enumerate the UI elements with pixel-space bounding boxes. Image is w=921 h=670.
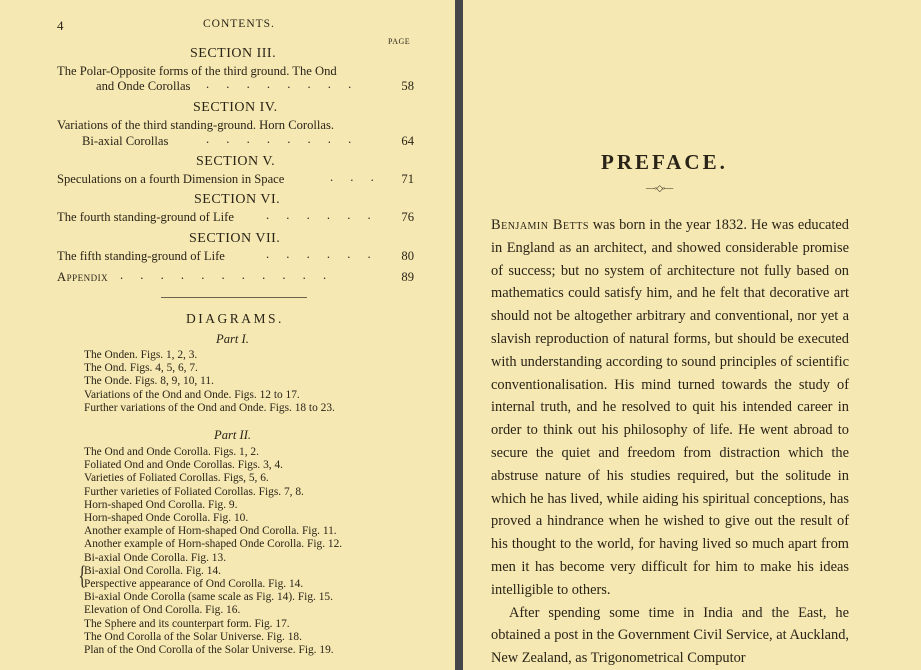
- ornament: —◦◇◦—: [646, 183, 673, 193]
- section-heading: SECTION VII.: [189, 231, 281, 246]
- part-heading: Part I.: [216, 332, 249, 346]
- book-gutter: [455, 0, 463, 670]
- preface-body: [491, 214, 849, 670]
- diagram-item: Another example of Horn-shaped Onde Corolla. Fig. 12.: [84, 538, 343, 551]
- page-column-label: PAGE: [388, 37, 411, 46]
- contents-entry: The fifth standing-ground of Life: [57, 249, 225, 263]
- contents-entry: The Polar-Opposite forms of the third ground. The Ond: [57, 64, 337, 78]
- leader-dots: . . . . . . . . . . .: [120, 268, 334, 282]
- divider-rule: [161, 297, 307, 298]
- contents-page-number: 71: [401, 172, 414, 186]
- diagram-item: Perspective appearance of Ond Corolla. Fig. 14.: [84, 578, 304, 591]
- section-heading: SECTION V.: [196, 154, 276, 169]
- contents-page-number: 89: [401, 270, 414, 284]
- diagram-item: Variations of the Ond and Onde. Figs. 12 to 17.: [84, 388, 300, 401]
- diagram-item: Horn-shaped Onde Corolla. Fig. 10.: [84, 512, 249, 525]
- section-heading: SECTION III.: [190, 46, 277, 61]
- diagram-item: The Ond. Figs. 4, 5, 6, 7.: [84, 362, 198, 375]
- diagram-item: Plan of the Ond Corolla of the Solar Universe. Fig. 19.: [84, 644, 334, 657]
- leader-dots: . . . . . . . .: [206, 77, 359, 91]
- diagrams-heading: DIAGRAMS.: [186, 311, 284, 326]
- section-heading: SECTION IV.: [193, 100, 278, 115]
- contents-entry: The fourth standing-ground of Life: [57, 210, 234, 224]
- leader-dots: . . . . . .: [266, 208, 378, 222]
- diagram-item: Foliated Ond and Onde Corollas. Figs. 3, 4.: [84, 459, 284, 472]
- preface-page: [463, 0, 921, 670]
- contents-page: [0, 0, 455, 670]
- diagram-list-part2: [84, 446, 342, 657]
- running-head: CONTENTS.: [203, 18, 275, 30]
- diagram-item: The Onden. Figs. 1, 2, 3.: [84, 349, 198, 361]
- paragraph: After spending some time in India and the East, he obtained a post in the Government Civil Service, at Auckland, New Zealand, as Trigonometrical Computor: [491, 604, 849, 667]
- contents-entry: Speculations on a fourth Dimension in Space: [57, 172, 285, 186]
- author-name: Benjamin Betts: [491, 217, 589, 233]
- diagram-item: Elevation of Ond Corolla. Fig. 16.: [84, 604, 241, 617]
- diagram-item: Bi-axial Ond Corolla. Fig. 14.: [84, 564, 221, 577]
- brace-mark: {: [78, 561, 86, 590]
- paragraph: [491, 214, 849, 602]
- leader-dots: . . . . . .: [266, 247, 378, 261]
- diagram-item: The Ond Corolla of the Solar Universe. Fig. 18.: [84, 630, 302, 643]
- contents-page-number: 80: [401, 249, 414, 263]
- paragraph-text: was born in the year 1832. He was educated in England as an architect, and showed considerable promise of success; but no system of architecture not fully based on mathematics could satisfy him, and he felt that decorative art should not be altogether arbitrary and conventional, nor yet a slavish reproduction of natural forms, but should be executed with understanding according to sound principles of scientific conventionalisation. His mind turned towards the study of internal truth, and he resolved to quit his intended career in order to think out his philosophy of life. He went abroad to secure the quiet and freedom from distraction which the abstruse nature of his studies required, but the solitude in which he has lived, while aiding his spiritual conceptions, has proved a hindrance when he wished to give out the result of his thought to the world, for having lived so much apart from men it has become very difficult for him to make his ideas intelligible to others.: [491, 217, 849, 598]
- diagram-item: Further varieties of Foliated Corollas. Figs. 7, 8.: [84, 485, 304, 498]
- contents-entry: Variations of the third standing-ground. Horn Corollas.: [57, 118, 335, 132]
- appendix-entry: Appendix: [57, 270, 109, 284]
- contents-page-number: 64: [401, 134, 414, 148]
- page-title: PREFACE.: [601, 150, 728, 174]
- page-number: 4: [57, 18, 64, 33]
- part-heading: Part II.: [214, 428, 252, 442]
- contents-page-number: 76: [401, 210, 414, 224]
- diagram-item: Another example of Horn-shaped Ond Corolla. Fig. 11.: [84, 525, 337, 538]
- diagram-item: Bi-axial Onde Corolla. Fig. 13.: [84, 551, 227, 564]
- diagram-item: The Onde. Figs. 8, 9, 10, 11.: [84, 375, 214, 388]
- contents-entry-cont: and Onde Corollas: [96, 79, 191, 93]
- diagram-item: Bi-axial Onde Corolla (same scale as Fig. 14). Fig. 15.: [84, 591, 333, 604]
- contents-page-number: 58: [401, 79, 414, 93]
- leader-dots: . . . . . . . .: [206, 132, 359, 146]
- diagram-list-part1: [84, 349, 335, 415]
- section-heading: SECTION VI.: [194, 192, 281, 207]
- diagram-item: The Ond and Onde Corolla. Figs. 1, 2.: [84, 446, 259, 458]
- diagram-item: Further variations of the Ond and Onde. Figs. 18 to 23.: [84, 401, 335, 414]
- diagram-item: The Sphere and its counterpart form. Fig. 17.: [84, 617, 290, 630]
- diagram-item: Varieties of Foliated Corollas. Figs, 5, 6.: [84, 472, 269, 485]
- leader-dots: . . .: [330, 170, 381, 184]
- diagram-item: Horn-shaped Ond Corolla. Fig. 9.: [84, 498, 238, 511]
- contents-entry-cont: Bi-axial Corollas: [82, 134, 169, 148]
